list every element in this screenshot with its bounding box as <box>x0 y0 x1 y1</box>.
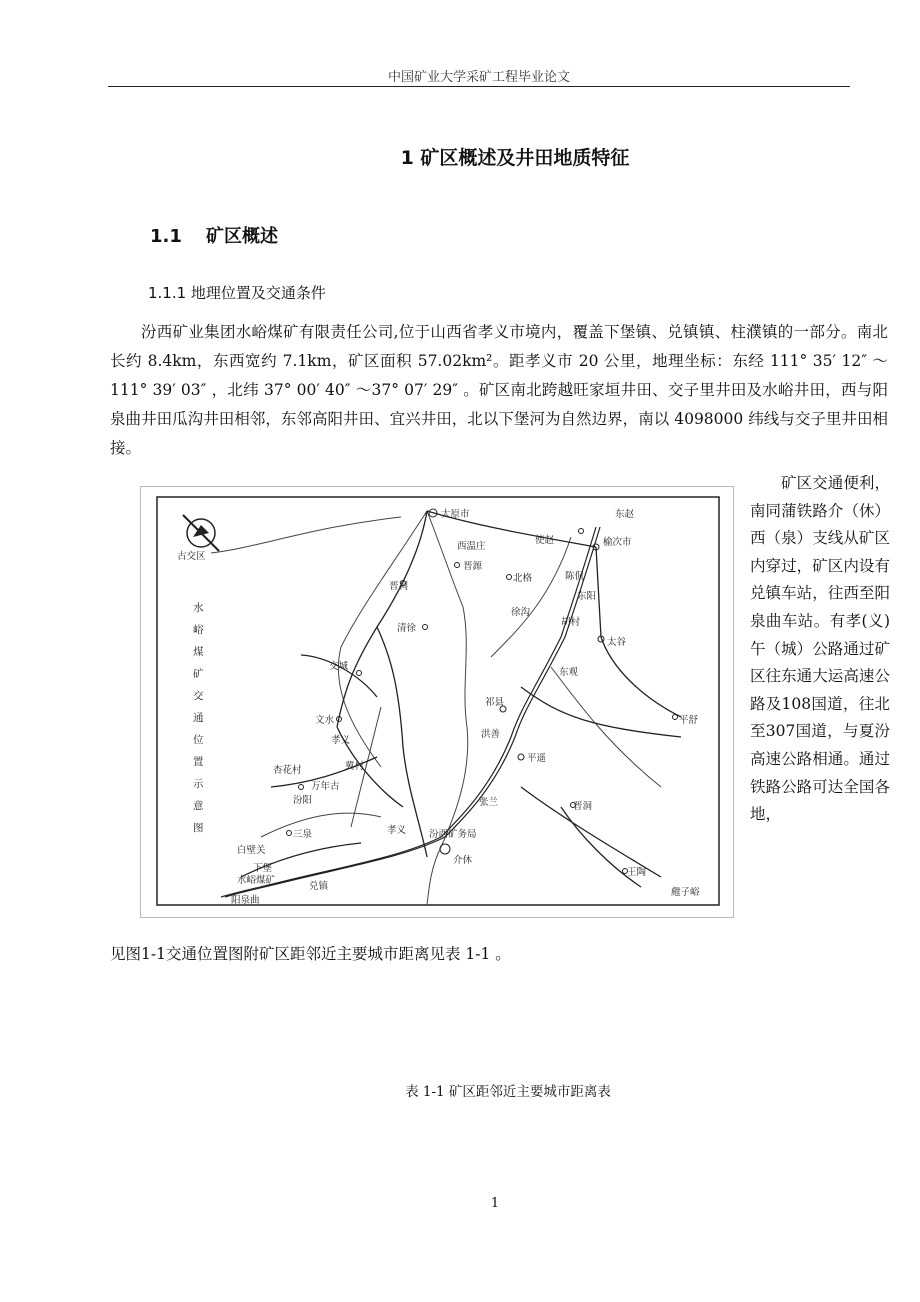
page-header: 中国矿业大学采矿工程毕业论文 <box>387 70 570 85</box>
map-label-taiyuan: 太原市 <box>441 509 470 520</box>
map-label-yuci: 榆次市 <box>603 537 632 548</box>
svg-text:示: 示 <box>193 778 204 790</box>
section-title: 矿区概述 <box>206 226 278 247</box>
map-label-fencheng: 冀村 <box>345 761 365 772</box>
svg-text:位: 位 <box>193 734 204 746</box>
map-label-ganzi: 甝子峪 <box>671 887 700 898</box>
map-label-qixian: 祁县 <box>485 697 505 708</box>
map-label-xinghuacun: 杏花村 <box>273 765 302 776</box>
header-rule <box>108 86 850 87</box>
svg-text:水: 水 <box>193 602 204 614</box>
railway <box>221 527 600 897</box>
map-label-xiaoyi-small: 孝义 <box>331 735 351 746</box>
svg-text:峪: 峪 <box>193 624 204 636</box>
rivers <box>211 511 661 905</box>
map-label-shizhao: 使赵 <box>535 535 555 546</box>
map-label-duizhen: 兑镇 <box>309 881 329 892</box>
map-label-jiexiu: 介休 <box>453 855 473 866</box>
map-label-pingyao: 平遥 <box>527 753 547 764</box>
map-label-xiyuan: 晋源 <box>463 561 483 572</box>
map-label-dongzhao: 东赵 <box>615 509 635 520</box>
section-number: 1.1 <box>150 226 182 247</box>
svg-text:交: 交 <box>193 690 204 702</box>
map-label-wangtao: 王陶 <box>627 867 647 878</box>
map-label-dongyang: 东阳 <box>577 591 597 602</box>
map-label-fenxi: 汾西矿务局 <box>429 829 477 840</box>
svg-text:图: 图 <box>193 822 204 834</box>
svg-text:意: 意 <box>193 800 204 812</box>
map-label-baibi: 白壁关 <box>237 845 266 856</box>
side-paragraph: 矿区交通便利，南同蒲铁路介（休）西（泉）支线从矿区内穿过，矿区内设有兑镇车站，往西至阳泉曲车站。有孝(义)午（城）公路通过矿区往东通大运高速公路及108国道，往北至307国道，与夏汾高速公路相通。通过铁路公路可达全国各地， <box>750 474 890 824</box>
map-label-fenyang: 汾阳 <box>293 795 313 806</box>
map-label-sanquan: 三泉 <box>293 829 313 840</box>
subsection-heading: 1.1.1 地理位置及交通条件 <box>148 284 326 302</box>
map-label-beige: 北格 <box>513 573 533 584</box>
map-label-xugou: 徐沟 <box>511 607 531 618</box>
map-label-chenkan: 陈侃 <box>565 571 585 582</box>
map-label-dongguan: 东观 <box>559 667 579 678</box>
compass-icon <box>183 515 219 551</box>
table-caption: 表 1-1 矿区距邻近主要城市距离表 <box>405 1084 611 1100</box>
map-vertical-title <box>193 601 204 834</box>
map-label-shuiyu: 水峪煤矿 <box>237 875 276 886</box>
svg-text:煤: 煤 <box>193 646 204 658</box>
map-frame <box>157 497 719 905</box>
map-label-jinci: 晋祠 <box>389 581 409 592</box>
svg-text:矿: 矿 <box>193 668 204 680</box>
map-label-wenshui: 文水 <box>315 715 335 726</box>
chapter-title: 1 矿区概述及井田地质特征 <box>400 147 630 169</box>
map-label-zhanglan: 张兰 <box>479 797 499 808</box>
section-heading <box>150 222 278 248</box>
map-label-taigu: 太谷 <box>607 637 627 648</box>
map-label-hongshan: 洪善 <box>481 729 501 740</box>
traffic-location-map <box>140 486 734 918</box>
page-number: 1 <box>490 1196 500 1211</box>
map-label-jiaocheng: 交城 <box>329 661 349 672</box>
map-label-yangquanqu: 阳泉曲 <box>231 895 260 906</box>
svg-text:通: 通 <box>193 712 204 724</box>
map-label-xiwenzhuang: 西温庄 <box>457 541 486 552</box>
map-label-wannian: 万年古 <box>311 781 340 792</box>
map-label-qingxu: 清徐 <box>397 623 417 634</box>
map-label-gujiao: 古交区 <box>177 551 206 562</box>
map-drawing <box>141 487 733 917</box>
map-label-pingshu: 平舒 <box>679 715 699 726</box>
svg-text:置: 置 <box>193 756 204 768</box>
map-label-xiabao: 下堡 <box>253 863 273 874</box>
map-label-jingdong: 晋洞 <box>573 801 593 812</box>
map-label-xiaoyi: 孝义 <box>387 825 407 836</box>
continuation-text: 见图1-1交通位置图附矿区距邻近主要城市距离见表 1-1 。 <box>110 945 511 963</box>
body-paragraph: 汾西矿业集团水峪煤矿有限责任公司,位于山西省孝义市境内，覆盖下堡镇、兑镇镇、柱濮镇的一部分。南北长约 8.4km，东西宽约 7.1km，矿区面积 57.02km²。距孝义市 20 公里，地理坐标：东经 111° 35′ 12″ ～111° 39′ 03″ ，北纬 37° 00′ 40″ ～37° 07′ 29″ 。矿区南北跨越旺家垣井田、交子里井田及水峪井田，西与阳泉曲井田瓜沟井田相邻，东邻高阳井田、宜兴井田，北以下堡河为自然边界，南以 4098000 纬线与交子里井田相接。 <box>110 323 888 457</box>
map-label-hucun: 胡村 <box>561 617 581 628</box>
